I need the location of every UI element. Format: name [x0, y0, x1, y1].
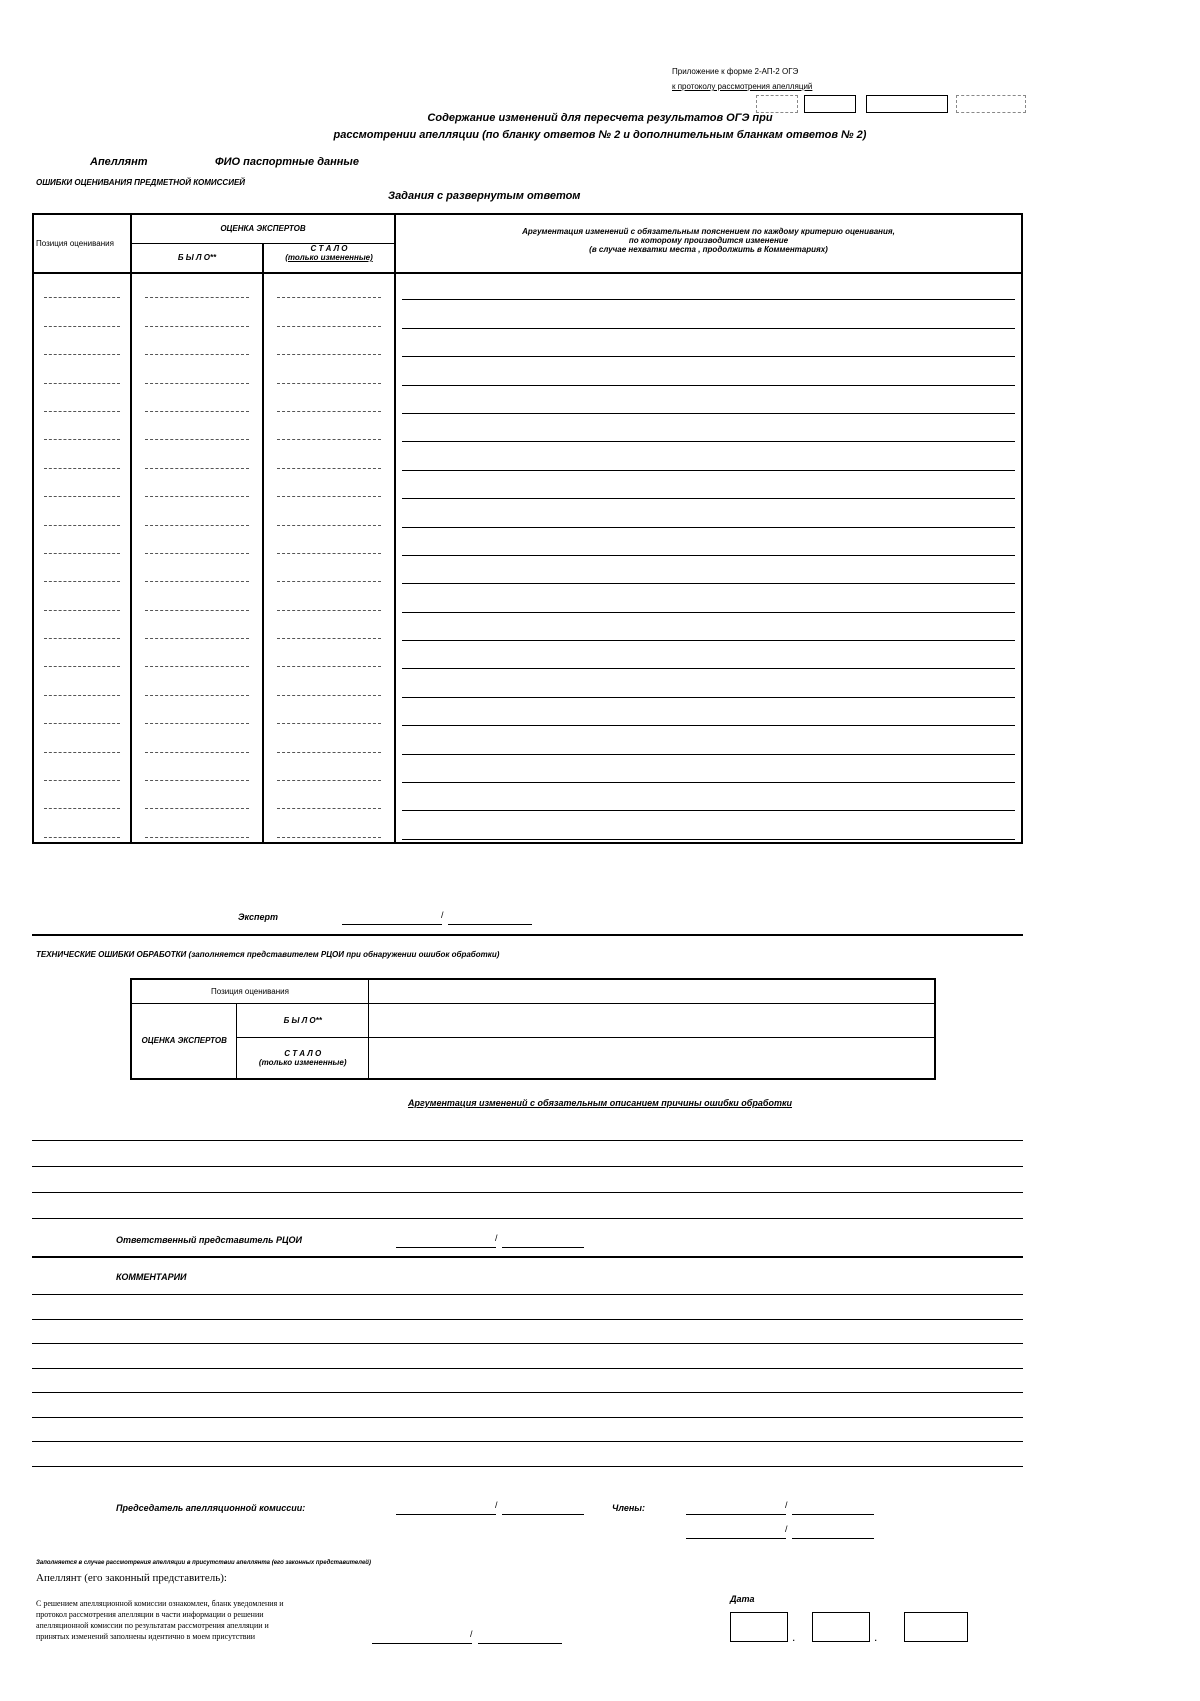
arg-line[interactable] — [32, 1192, 1023, 1193]
row-became-label: С Т А Л О (только измененные) — [237, 1037, 369, 1079]
table-row-cell[interactable] — [396, 501, 1021, 529]
table-row-cell[interactable] — [264, 700, 394, 728]
table-row-cell[interactable] — [132, 728, 262, 756]
arg-line[interactable] — [32, 1140, 1023, 1141]
appendix-line1: Приложение к форме 2-АП-2 ОГЭ — [672, 67, 799, 76]
table-row-cell[interactable] — [34, 274, 130, 302]
table-row-cell[interactable] — [264, 586, 394, 614]
table-row-cell[interactable] — [396, 757, 1021, 785]
col-became-header: С Т А Л О (только измененные) — [285, 244, 373, 262]
appellant-value: ФИО паспортные данные — [215, 156, 359, 168]
table-row-cell[interactable] — [396, 700, 1021, 728]
table-row-cell[interactable] — [34, 331, 130, 359]
table-row-cell[interactable] — [34, 643, 130, 671]
table-row-cell[interactable] — [264, 359, 394, 387]
member2-slash: / — [785, 1524, 788, 1534]
table-row-cell[interactable] — [264, 530, 394, 558]
filled-note: Заполняется в случае рассмотрения апелляции в присутствии апеллянта (его законных представителей) — [36, 1560, 371, 1566]
table-row-cell[interactable] — [132, 558, 262, 586]
row-was-label: Б Ы Л О** — [237, 1003, 369, 1037]
rcoi-signature-line[interactable] — [396, 1247, 496, 1248]
table-row-cell[interactable] — [132, 757, 262, 785]
date-month-box[interactable] — [812, 1612, 870, 1642]
table-row-cell[interactable] — [264, 757, 394, 785]
table-row-cell[interactable] — [132, 785, 262, 813]
member2-signature-line[interactable] — [686, 1538, 786, 1539]
table-row-cell[interactable] — [264, 388, 394, 416]
table-row-cell[interactable] — [264, 473, 394, 501]
table-row-cell[interactable] — [34, 444, 130, 472]
table-row-cell[interactable] — [132, 700, 262, 728]
date-label: Дата — [730, 1594, 755, 1604]
expert-label: Эксперт — [238, 912, 279, 922]
rcoi-label: Ответственный представитель РЦОИ — [116, 1235, 302, 1245]
table-row-cell[interactable] — [264, 643, 394, 671]
table-row-cell[interactable] — [132, 501, 262, 529]
table-row-cell[interactable] — [264, 558, 394, 586]
table-row-cell[interactable] — [132, 671, 262, 699]
table-row-cell[interactable] — [264, 785, 394, 813]
chairman-label: Председатель апелляционной комиссии: — [116, 1503, 306, 1513]
table-row-cell[interactable] — [396, 643, 1021, 671]
table-row-cell[interactable] — [396, 274, 1021, 302]
divider — [32, 934, 1023, 936]
chairman-name-line[interactable] — [502, 1514, 584, 1515]
table-row-cell[interactable] — [396, 615, 1021, 643]
arg-line[interactable] — [32, 1218, 1023, 1219]
table-row-cell[interactable] — [264, 331, 394, 359]
row-experts-label: ОЦЕНКА ЭКСПЕРТОВ — [131, 1003, 237, 1079]
table-row-cell[interactable] — [132, 274, 262, 302]
evaluation-errors-table — [32, 213, 1023, 844]
table-row-cell[interactable] — [396, 388, 1021, 416]
section1-subtitle: Задания с развернутым ответом — [388, 190, 581, 202]
expert-signature-line[interactable] — [342, 924, 442, 925]
table-row-cell[interactable] — [264, 813, 394, 841]
table-row-cell[interactable] — [34, 530, 130, 558]
comment-line[interactable] — [32, 1466, 1023, 1467]
member1-signature-line[interactable] — [686, 1514, 786, 1515]
table-row-cell[interactable] — [132, 359, 262, 387]
table-row-cell[interactable] — [396, 473, 1021, 501]
table-row-cell[interactable] — [396, 302, 1021, 330]
table-row-cell[interactable] — [34, 757, 130, 785]
comment-line[interactable] — [32, 1392, 1023, 1393]
appendix-line2: к протоколу рассмотрения апелляций — [672, 82, 813, 91]
table-row-cell[interactable] — [34, 813, 130, 841]
date-dot: . — [874, 1630, 878, 1644]
table-row-cell[interactable] — [396, 444, 1021, 472]
was-column[interactable] — [131, 273, 263, 843]
table-row-cell[interactable] — [396, 586, 1021, 614]
became-cells[interactable] — [369, 1037, 936, 1079]
table-row-cell[interactable] — [34, 558, 130, 586]
chairman-signature-line[interactable] — [396, 1514, 496, 1515]
table-row-cell[interactable] — [132, 813, 262, 841]
col-experts-header: ОЦЕНКА ЭКСПЕРТОВ Б Ы Л О** С Т А Л О (только измененные) — [131, 214, 395, 273]
title-line1: Содержание изменений для пересчета результатов ОГЭ при — [427, 112, 773, 124]
table-row-cell[interactable] — [34, 473, 130, 501]
appellant-slash: / — [470, 1629, 473, 1639]
col-arg-header: Аргументация изменений с обязательным пояснением по каждому критерию оценивания, по которому производится изменение (в случае нехватки места , продолжить в Комментариях) — [395, 214, 1022, 273]
member1-name-line[interactable] — [792, 1514, 874, 1515]
became-column[interactable] — [263, 273, 395, 843]
table-row-cell[interactable] — [264, 501, 394, 529]
member1-slash: / — [785, 1500, 788, 1510]
rcoi-slash: / — [495, 1233, 498, 1243]
comment-line[interactable] — [32, 1343, 1023, 1344]
table-row-cell[interactable] — [264, 728, 394, 756]
chairman-slash: / — [495, 1500, 498, 1510]
table-row-cell[interactable] — [34, 671, 130, 699]
date-dot: . — [792, 1630, 796, 1644]
table-row-cell[interactable] — [132, 416, 262, 444]
date-day-box[interactable] — [730, 1612, 788, 1642]
table-row-cell[interactable] — [34, 785, 130, 813]
appellant-name-line[interactable] — [478, 1643, 562, 1644]
was-cells[interactable] — [369, 1003, 936, 1037]
table-row-cell[interactable] — [34, 728, 130, 756]
technical-errors-table — [130, 978, 936, 1080]
comment-line[interactable] — [32, 1368, 1023, 1369]
table-row-cell[interactable] — [34, 416, 130, 444]
table-row-cell[interactable] — [34, 501, 130, 529]
table-row-cell[interactable] — [34, 388, 130, 416]
table-row-cell[interactable] — [132, 302, 262, 330]
position-cells[interactable] — [369, 979, 936, 1003]
table-row-cell[interactable] — [132, 615, 262, 643]
arg-line[interactable] — [32, 1166, 1023, 1167]
table-row-cell[interactable] — [264, 416, 394, 444]
comment-line[interactable] — [32, 1417, 1023, 1418]
appellant-rep-label: Апеллянт (его законный представитель): — [36, 1572, 227, 1584]
col-was-header: Б Ы Л О** — [132, 244, 264, 272]
table-row-cell[interactable] — [396, 558, 1021, 586]
table-row-cell[interactable] — [264, 274, 394, 302]
table-row-cell[interactable] — [396, 416, 1021, 444]
table-row-cell[interactable] — [264, 444, 394, 472]
table-row-cell[interactable] — [132, 473, 262, 501]
table-row-cell[interactable] — [34, 359, 130, 387]
table-row-cell[interactable] — [396, 813, 1021, 841]
section1-title: ОШИБКИ ОЦЕНИВАНИЯ ПРЕДМЕТНОЙ КОМИССИЕЙ — [36, 178, 246, 187]
comments-title: КОММЕНТАРИИ — [116, 1272, 187, 1282]
table-row-cell[interactable] — [34, 700, 130, 728]
comment-line[interactable] — [32, 1441, 1023, 1442]
table-row-cell[interactable] — [34, 302, 130, 330]
section2-arg-title: Аргументация изменений с обязательным описанием причины ошибки обработки — [407, 1098, 793, 1108]
table-row-cell[interactable] — [396, 671, 1021, 699]
table-row-cell[interactable] — [396, 728, 1021, 756]
table-row-cell[interactable] — [132, 530, 262, 558]
member2-name-line[interactable] — [792, 1538, 874, 1539]
appellant-signature-line[interactable] — [372, 1643, 472, 1644]
section2-title: ТЕХНИЧЕСКИЕ ОШИБКИ ОБРАБОТКИ (заполняется представителем РЦОИ при обнаружении ошибок обработки) — [36, 950, 500, 959]
table-row-cell[interactable] — [264, 302, 394, 330]
table-row-cell[interactable] — [132, 643, 262, 671]
table-row-cell[interactable] — [132, 586, 262, 614]
statement: С решением апелляционной комиссии ознакомлен, бланк уведомления и протокол рассмотрения апелляции в части информации о решении апелляционной комиссии по результатам рассмотрения апелляции и принятых изменений заполнены идентично в моем присутствии — [36, 1599, 284, 1641]
rcoi-name-line[interactable] — [502, 1247, 584, 1248]
expert-slash: / — [441, 910, 444, 920]
header-code-boxes — [756, 95, 1026, 113]
comment-line[interactable] — [32, 1319, 1023, 1320]
comment-line[interactable] — [32, 1294, 1023, 1295]
table-row-cell[interactable] — [264, 671, 394, 699]
row-position-label: Позиция оценивания — [131, 979, 369, 1003]
table-row-cell[interactable] — [132, 388, 262, 416]
table-row-cell[interactable] — [34, 615, 130, 643]
divider — [32, 1256, 1023, 1258]
members-label: Члены: — [612, 1503, 645, 1513]
position-column[interactable] — [33, 273, 131, 843]
title-line2: рассмотрении апелляции (по бланку ответов № 2 и дополнительным бланкам ответов № 2) — [333, 129, 867, 141]
table-row-cell[interactable] — [34, 586, 130, 614]
argument-column[interactable] — [395, 273, 1022, 843]
table-row-cell[interactable] — [396, 331, 1021, 359]
date-year-box[interactable] — [904, 1612, 968, 1642]
table-row-cell[interactable] — [132, 444, 262, 472]
table-row-cell[interactable] — [396, 785, 1021, 813]
expert-name-line[interactable] — [448, 924, 532, 925]
col-position-header: Позиция оценивания — [33, 214, 131, 273]
table-row-cell[interactable] — [396, 359, 1021, 387]
table-row-cell[interactable] — [132, 331, 262, 359]
table-row-cell[interactable] — [264, 615, 394, 643]
appellant-label: Апеллянт — [90, 156, 148, 168]
table-row-cell[interactable] — [396, 530, 1021, 558]
